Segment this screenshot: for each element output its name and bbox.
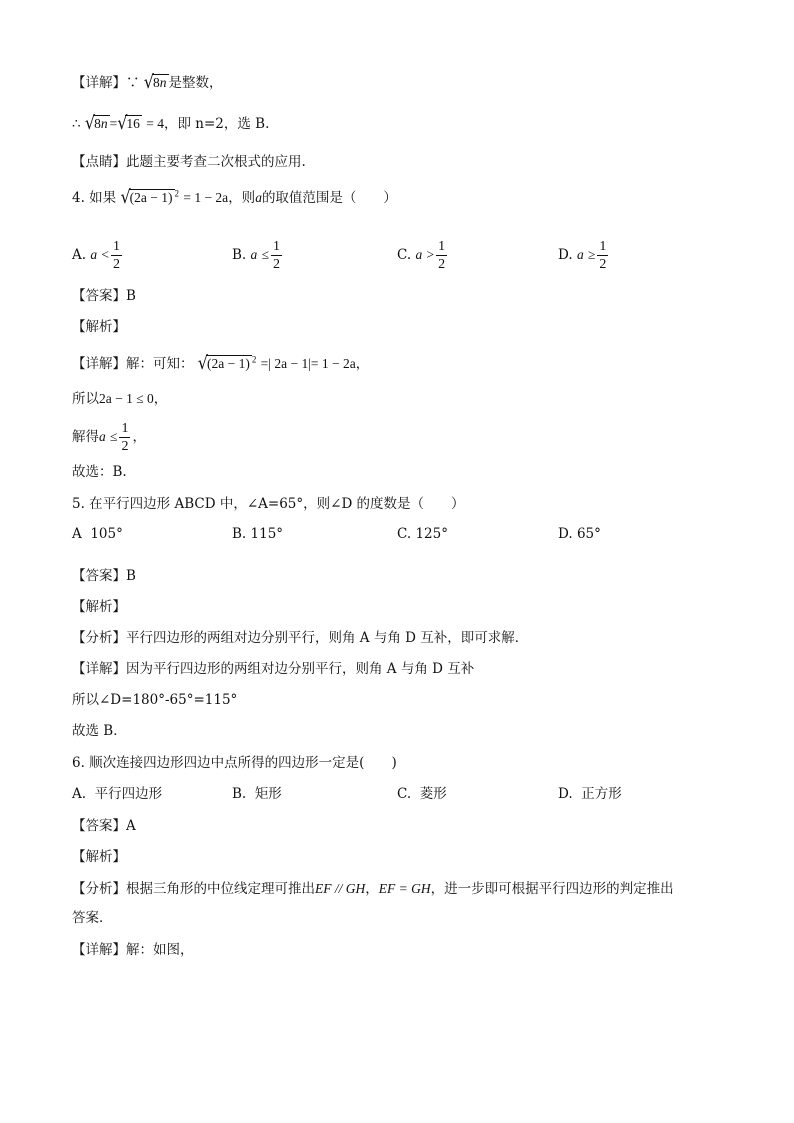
- section-tag: 【详解】: [72, 75, 126, 91]
- option-d[interactable]: D. 65°: [558, 526, 601, 542]
- line-text: 故选 B．: [72, 723, 127, 739]
- line-text: ，进一步即可根据平行四边形的判定推出: [430, 881, 674, 897]
- detail-line-2: [72, 113, 269, 134]
- option-a[interactable]: A. 平行四边形: [72, 786, 163, 802]
- section-tag: 【解析】: [72, 849, 126, 865]
- variable: a: [255, 190, 262, 205]
- section-tag: 【分析】: [72, 881, 126, 897]
- option-b[interactable]: B. 115°: [232, 526, 284, 542]
- option-c[interactable]: C. 菱形: [397, 786, 447, 802]
- q5-answer: [72, 566, 136, 586]
- radical-sign: √: [117, 111, 128, 134]
- line-text: ，: [355, 356, 370, 372]
- option-a[interactable]: A 105°: [72, 526, 123, 542]
- radical-sign: √: [197, 351, 208, 374]
- radicand: 16: [126, 116, 140, 131]
- option-b[interactable]: B. 矩形: [232, 786, 282, 802]
- q6-fenxi-cont: [72, 908, 113, 928]
- q4-analysis-heading: [72, 317, 126, 337]
- option-b[interactable]: B. a ≤ $\frac{1}{2}$: [232, 239, 280, 272]
- variable: a: [99, 429, 106, 444]
- equals-value: = 4: [146, 116, 164, 131]
- q5-fenxi: [72, 628, 528, 648]
- q4-answer: [72, 286, 136, 306]
- section-tag: 【答案】: [72, 568, 126, 584]
- q5-so: [72, 690, 237, 710]
- option-c[interactable]: C. a > $\frac{1}{2}$: [397, 239, 446, 272]
- equals: =: [109, 116, 118, 131]
- relation: ≤: [110, 429, 118, 444]
- question-4-stem: [72, 187, 397, 208]
- radical-sign: √: [143, 70, 154, 93]
- section-tag: 【答案】: [72, 288, 126, 304]
- line-text: 5. 在平行四边形 ABCD 中，∠A=65°，则∠D 的度数是（ ）: [72, 496, 465, 512]
- line-text: ，则: [228, 190, 256, 206]
- q5-analysis-heading: [72, 597, 126, 617]
- line-text: 答案．: [72, 910, 113, 926]
- radicand: 8n: [94, 116, 108, 131]
- answer-value: A: [126, 818, 136, 834]
- section-tag: 【解析】: [72, 599, 126, 615]
- fraction: $\frac{1}{2}$: [121, 421, 129, 454]
- line-text: 所以: [72, 391, 99, 407]
- because-symbol: ∵: [126, 75, 140, 91]
- line-text: ，即 n=2，选 B.: [163, 116, 270, 132]
- q4-choose: [72, 462, 127, 482]
- math-expression: EF = GH: [378, 881, 431, 896]
- expression: = 1 − 2a: [183, 190, 229, 205]
- q4-detail: [72, 353, 369, 374]
- line-text: 解得: [72, 429, 99, 445]
- line-text: ，: [153, 391, 168, 407]
- radicand: (2a − 1): [129, 190, 173, 205]
- line-text: 解：如图，: [126, 942, 194, 958]
- q6-analysis-heading: [72, 847, 126, 867]
- exponent: 2: [251, 354, 257, 365]
- question-5-stem: [72, 494, 465, 514]
- q5-detail: [72, 659, 474, 679]
- q4-so: [72, 389, 167, 409]
- line-text: 此题主要考查二次根式的应用.: [126, 154, 306, 170]
- answer-value: B: [126, 288, 136, 304]
- math-expression: EF // GH: [315, 881, 366, 896]
- question-6-stem: [72, 753, 397, 773]
- line-text: ，: [132, 429, 146, 445]
- line-text: 平行四边形的两组对边分别平行，则角 A 与角 D 互补，即可求解．: [126, 630, 529, 646]
- exponent: 2: [174, 188, 180, 199]
- q6-fenxi: [72, 879, 674, 899]
- question-number: 4. 如果: [72, 190, 117, 206]
- section-tag: 【详解】: [72, 661, 126, 677]
- radical-sign: √: [120, 185, 131, 208]
- line-text: 的取值范围是（ ）: [261, 190, 397, 206]
- line-text: 是整数，: [168, 75, 223, 91]
- q5-choose: [72, 721, 127, 741]
- therefore-symbol: ∴: [72, 116, 81, 132]
- section-tag: 【解析】: [72, 319, 126, 335]
- option-d[interactable]: D. a ≥ $\frac{1}{2}$: [558, 239, 607, 272]
- expression: =| 2a − 1|= 1 − 2a: [260, 356, 356, 371]
- question-5-options: [72, 514, 732, 554]
- radicand: (2a − 1): [207, 356, 250, 371]
- question-4-options: [72, 228, 732, 272]
- detail-line-1: [72, 72, 223, 93]
- line-text: 因为平行四边形的两组对边分别平行，则角 A 与角 D 互补: [126, 661, 475, 677]
- option-c[interactable]: C. 125°: [397, 526, 448, 542]
- q6-answer: [72, 816, 136, 836]
- option-a[interactable]: A. a < $\frac{1}{2}$: [72, 239, 121, 272]
- remark-line: [72, 152, 306, 172]
- section-tag: 【详解】: [72, 356, 126, 372]
- option-d[interactable]: D. 正方形: [558, 786, 622, 802]
- section-tag: 【答案】: [72, 818, 126, 834]
- section-tag: 【点睛】: [72, 154, 126, 170]
- radical-sign: √: [84, 111, 96, 134]
- section-tag: 【详解】: [72, 942, 126, 958]
- line-text: ，: [365, 881, 379, 897]
- q6-detail: [72, 940, 194, 960]
- line-text: 解：可知：: [126, 356, 194, 372]
- line-text: 所以∠D=180°-65°=115°: [72, 692, 238, 708]
- line-text: 根据三角形的中位线定理可推出: [126, 881, 315, 897]
- line-text: 6. 顺次连接四边形四边中点所得的四边形一定是( ): [72, 755, 397, 771]
- expression: 2a − 1 ≤ 0: [99, 391, 154, 406]
- question-6-options: [72, 774, 732, 814]
- radicand: 8n: [153, 75, 167, 90]
- section-tag: 【分析】: [72, 630, 126, 646]
- line-text: 故选：B.: [72, 464, 127, 480]
- answer-value: B: [126, 568, 136, 584]
- q4-solve: [72, 420, 146, 455]
